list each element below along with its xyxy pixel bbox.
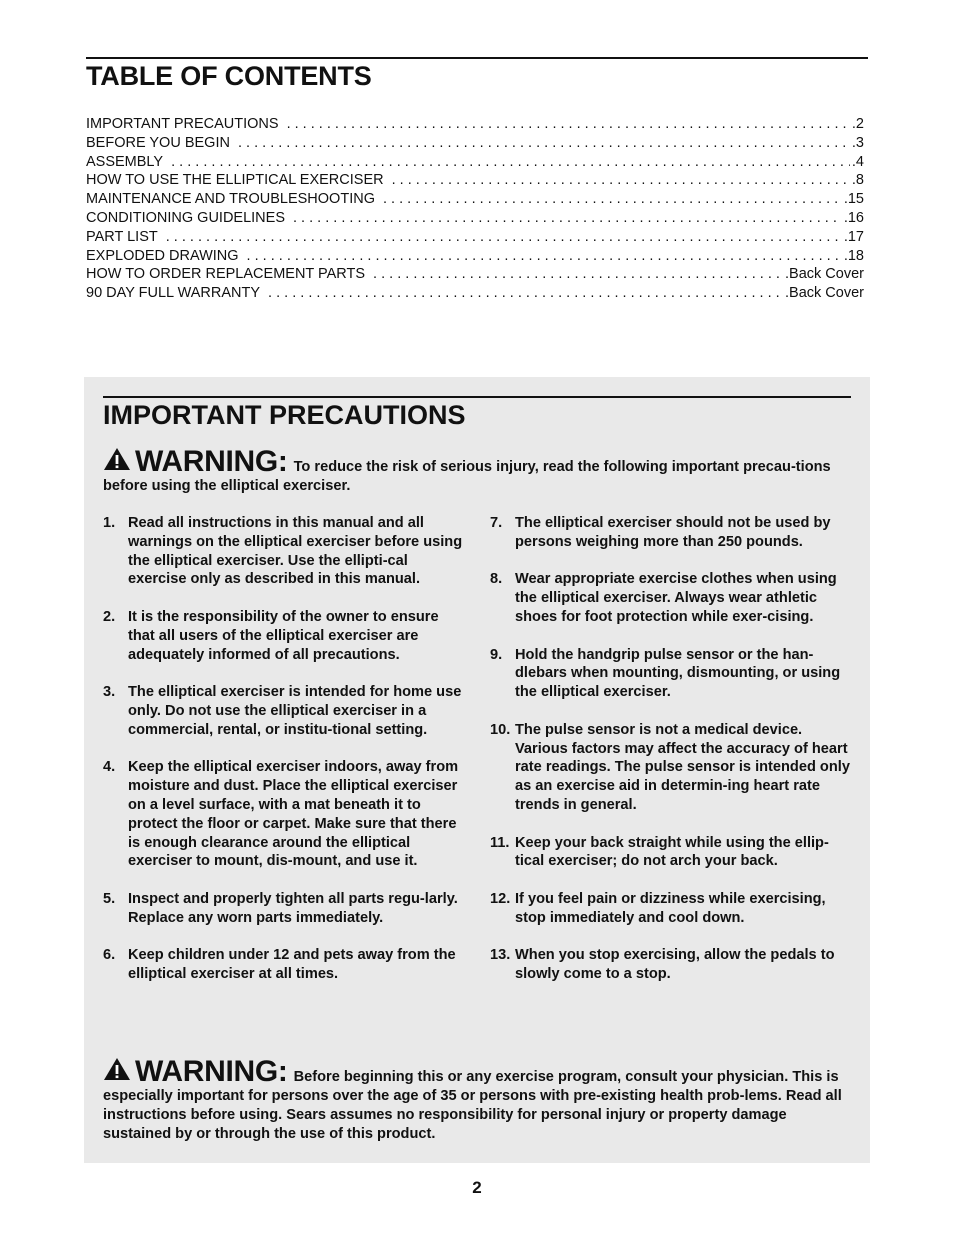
toc-entry-label: ASSEMBLY — [86, 153, 164, 170]
toc-leader-dots — [392, 171, 850, 190]
warning-triangle-icon — [103, 1057, 131, 1081]
list-item — [103, 608, 463, 664]
toc-entry-page: .3 — [851, 134, 864, 151]
list-item — [490, 514, 852, 552]
toc-entry — [86, 115, 864, 134]
list-item-text: Read all instructions in this manual and all warnings on the elliptical exerciser before using the elliptical exerciser. Use the ellipti-cal exercise only as described in this manual. — [128, 515, 463, 588]
list-item-text: Inspect and properly tighten all parts regu-larly. Replace any worn parts immediately. — [128, 890, 458, 926]
toc-entry — [86, 134, 864, 153]
list-item-text: The elliptical exerciser should not be used by persons weighing more than 250 pounds. — [515, 515, 831, 550]
list-item — [490, 946, 852, 984]
toc-entry — [86, 284, 864, 303]
toc-entry-page: .17 — [843, 228, 864, 245]
list-item — [490, 721, 852, 815]
toc-list — [86, 115, 864, 303]
list-item-number: 9. — [490, 646, 503, 663]
list-item — [103, 946, 463, 984]
list-item-number: 11. — [490, 834, 510, 851]
toc-top-rule — [86, 57, 868, 59]
warning-triangle-icon — [103, 447, 131, 471]
list-item — [490, 834, 852, 872]
list-item-text: The pulse sensor is not a medical device. Various factors may affect the accuracy of heart rate readings. The pulse sensor is intended only as an exercise aid in determin-ing heart rate trends in general. — [515, 721, 850, 813]
toc-entry-page: .16 — [843, 209, 864, 226]
toc-leader-dots — [287, 115, 850, 134]
toc-entry — [86, 190, 864, 209]
list-item — [103, 758, 463, 871]
warning-bottom-text: Before beginning this or any exercise program, consult your physician. This is especially important for persons over the age of 35 or persons with pre-existing health prob-lems. Read all instructions before using. Sears assumes no responsibility for personal injury or property damage sustained by or through the use of this product. — [103, 1069, 842, 1142]
toc-entry — [86, 209, 864, 228]
toc-entry-page: .Back Cover — [785, 285, 864, 302]
list-item-number: 3. — [103, 684, 116, 701]
toc-entry-page: .2 — [851, 116, 864, 132]
warning-heading — [103, 447, 294, 477]
warning-word: WARNING: — [135, 445, 288, 478]
list-item — [490, 646, 852, 702]
toc-entry — [86, 265, 864, 284]
toc-leader-dots — [293, 209, 842, 228]
list-item-text: The elliptical exerciser is intended for home use only. Do not use the elliptical exerciser in a commercial, rental, or institu-tional setting. — [128, 684, 462, 738]
toc-entry-label: PART LIST — [86, 228, 158, 245]
toc-entry-label: MAINTENANCE AND TROUBLESHOOTING — [86, 191, 375, 208]
list-item-text: When you stop exercising, allow the pedals to slowly come to a stop. — [515, 947, 835, 983]
precautions-title: IMPORTANT PRECAUTIONS — [103, 400, 466, 430]
toc-entry-label: HOW TO ORDER REPLACEMENT PARTS — [86, 266, 366, 283]
list-item — [103, 890, 463, 928]
list-item-number: 5. — [103, 890, 116, 907]
toc-entry-label: IMPORTANT PRECAUTIONS — [86, 116, 279, 132]
toc-title: TABLE OF CONTENTS — [86, 61, 372, 91]
toc-leader-dots — [166, 228, 842, 247]
toc-leader-dots — [373, 265, 783, 284]
toc-leader-dots — [171, 153, 850, 172]
toc-entry-label: HOW TO USE THE ELLIPTICAL EXERCISER — [86, 172, 384, 189]
toc-entry-page: .15 — [843, 191, 864, 208]
list-item-text: Keep your back straight while using the ellip-tical exerciser; do not arch your back. — [515, 834, 829, 870]
list-item — [103, 514, 463, 589]
warning-word: WARNING: — [135, 1055, 288, 1088]
toc-leader-dots — [383, 190, 842, 209]
toc-entry-page: .18 — [843, 247, 864, 264]
list-item-text: Hold the handgrip pulse sensor or the han-dlebars when mounting, dismounting, or using the elliptical exerciser. — [515, 646, 841, 701]
toc-entry-page: .Back Cover — [785, 266, 864, 283]
warning-heading — [103, 1057, 294, 1087]
list-item-text: If you feel pain or dizziness while exercising, stop immediately and cool down. — [515, 890, 826, 926]
list-item-number: 2. — [103, 608, 116, 625]
list-item-text: Wear appropriate exercise clothes when using the elliptical exerciser. Always wear athletic shoes for foot protection while exer-cising. — [515, 571, 837, 625]
warning-top-text: To reduce the risk of serious injury, read the following important precau-tions before using the elliptical exerciser. — [103, 459, 831, 494]
list-item — [490, 890, 852, 928]
toc-entry — [86, 247, 864, 266]
precautions-top-rule — [103, 396, 851, 398]
list-item-number: 13. — [490, 947, 511, 964]
toc-leader-dots — [238, 134, 850, 153]
toc-leader-dots — [247, 247, 842, 266]
list-item-number: 1. — [103, 515, 116, 531]
toc-entry-label: CONDITIONING GUIDELINES — [86, 209, 285, 226]
list-item-number: 8. — [490, 571, 503, 588]
toc-entry — [86, 153, 864, 172]
list-item-number: 10. — [490, 721, 511, 738]
toc-entry-label: BEFORE YOU BEGIN — [86, 134, 230, 151]
list-item-text: Keep the elliptical exerciser indoors, away from moisture and dust. Place the elliptical exerciser on a level surface, with a mat beneath it to protect the floor or carpet. Make sure that there is enough clearance around the elliptical exerciser to mount, dis-mount, and use it. — [128, 759, 459, 870]
list-item — [490, 570, 852, 626]
toc-entry — [86, 228, 864, 247]
page-number: 2 — [472, 1178, 482, 1197]
precautions-panel — [84, 377, 870, 1163]
list-item — [103, 683, 463, 739]
toc-entry-page: .8 — [851, 172, 864, 189]
list-item-number: 4. — [103, 759, 116, 776]
list-item-number: 6. — [103, 947, 116, 964]
list-item-text: It is the responsibility of the owner to ensure that all users of the elliptical exerciser are adequately informed of all precautions. — [128, 608, 439, 663]
warning-top — [103, 447, 855, 496]
toc-entry-page: .4 — [851, 153, 864, 170]
precautions-list-left — [103, 514, 463, 1003]
list-item-number: 12. — [490, 890, 511, 907]
list-item-text: Keep children under 12 and pets away from the elliptical exerciser at all times. — [128, 947, 456, 983]
toc-leader-dots — [268, 284, 783, 303]
toc-entry-label: 90 DAY FULL WARRANTY — [86, 285, 261, 302]
precautions-list-right — [490, 514, 852, 1003]
toc-entry-label: EXPLODED DRAWING — [86, 247, 239, 264]
list-item-number: 7. — [490, 515, 503, 531]
warning-bottom — [103, 1057, 855, 1144]
toc-entry — [86, 171, 864, 190]
